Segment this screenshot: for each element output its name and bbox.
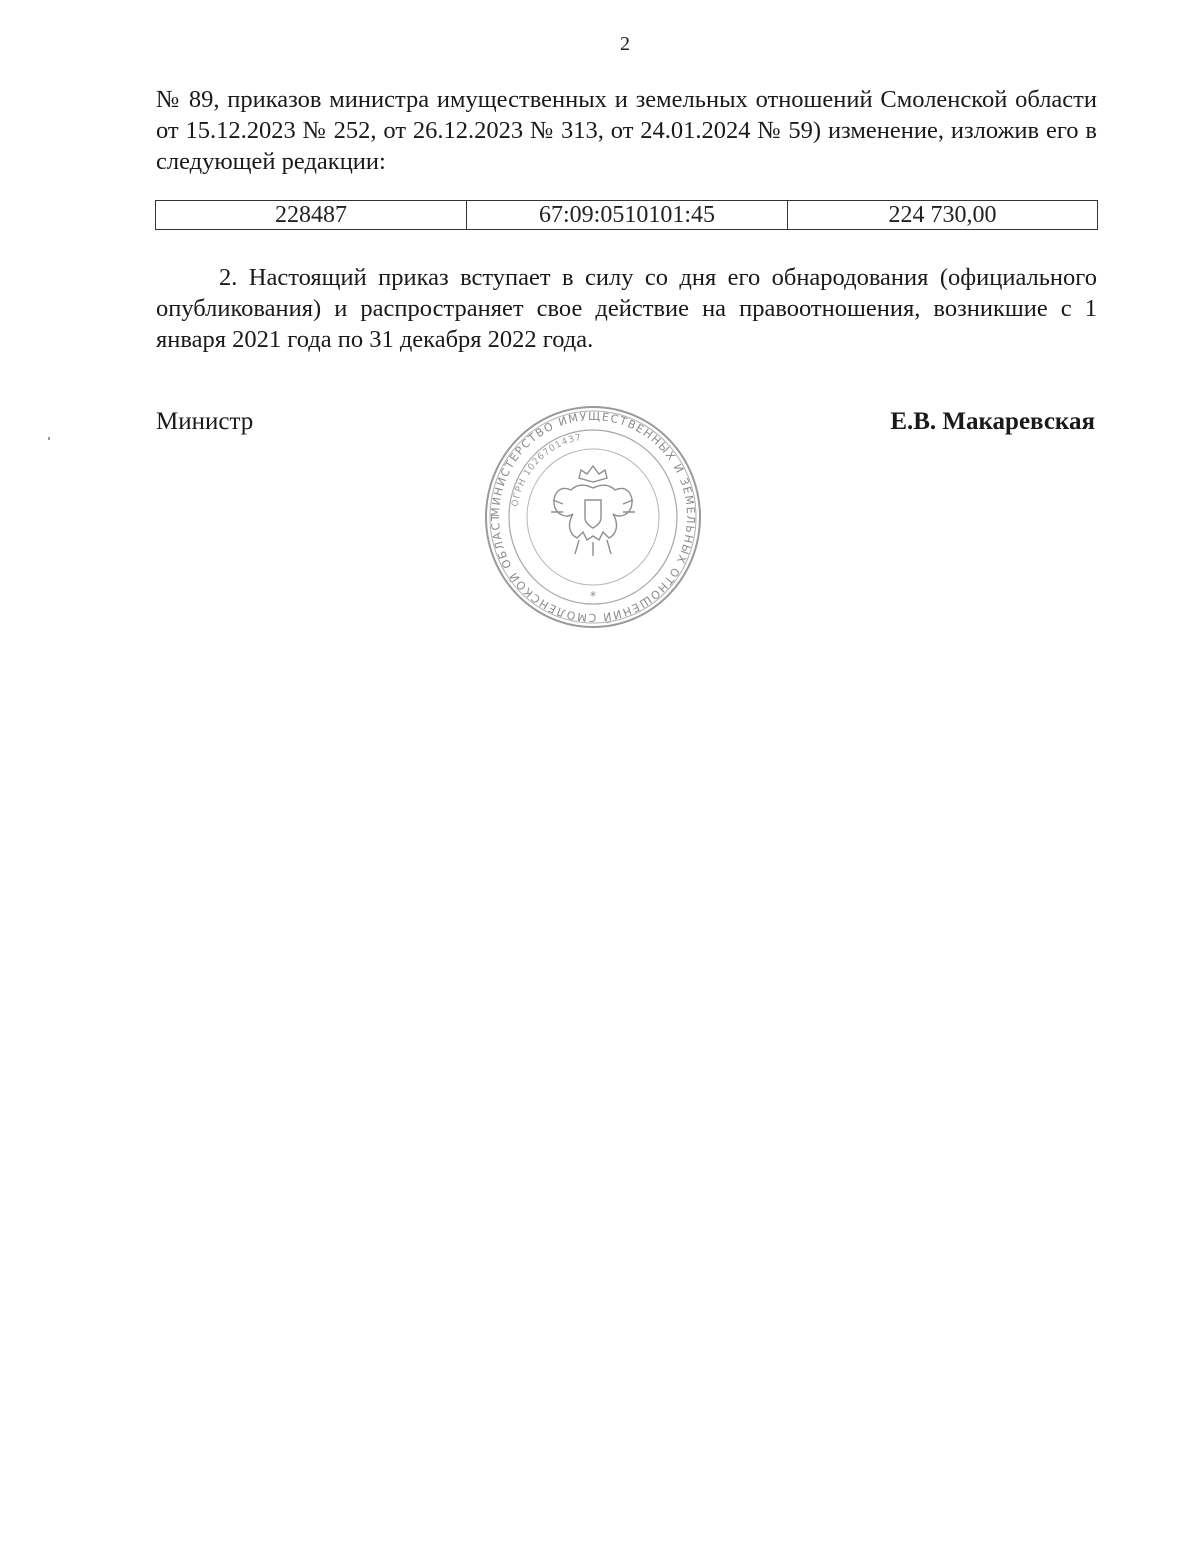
official-seal-stamp xyxy=(483,404,703,630)
amendment-table xyxy=(155,200,1098,230)
table-cell-cadastral-number: 67:09:0510101:45 xyxy=(467,201,788,230)
seal-star-icon: * xyxy=(590,589,596,603)
scan-speck xyxy=(48,437,50,440)
table-cell-id: 228487 xyxy=(156,201,467,230)
signatory-title: Министр xyxy=(156,408,254,435)
table-row xyxy=(156,201,1098,230)
coat-of-arms-eagle-icon xyxy=(551,466,635,556)
page-number: 2 xyxy=(620,33,630,55)
signatory-name: Е.В. Макаревская xyxy=(890,408,1095,435)
table-cell-value: 224 730,00 xyxy=(788,201,1098,230)
paragraph-amendment-intro: № 89, приказов министра имущественных и земельных отношений Смоленской области от 15.12.2023 № 252, от 26.12.2023 № 313, от 24.01.2024 № 59) изменение, изложив его в следующей редакции: xyxy=(156,86,1097,175)
seal-inner-text: ОГРН 1026701437 xyxy=(510,432,583,508)
paragraph-effective-date: 2. Настоящий приказ вступает в силу со дня его обнародования (официального опубликования) и распространяет свое действие на правоотношения, возникшие с 1 января 2021 года по 31 декабря 2022 года. xyxy=(156,264,1097,353)
seal-outer-text: МИНИСТЕРСТВО ИМУЩЕСТВЕННЫХ И ЗЕМЕЛЬНЫХ ОТНОШЕНИЙ СМОЛЕНСКОЙ ОБЛАСТ xyxy=(488,409,698,625)
seal-graphic xyxy=(483,404,703,630)
